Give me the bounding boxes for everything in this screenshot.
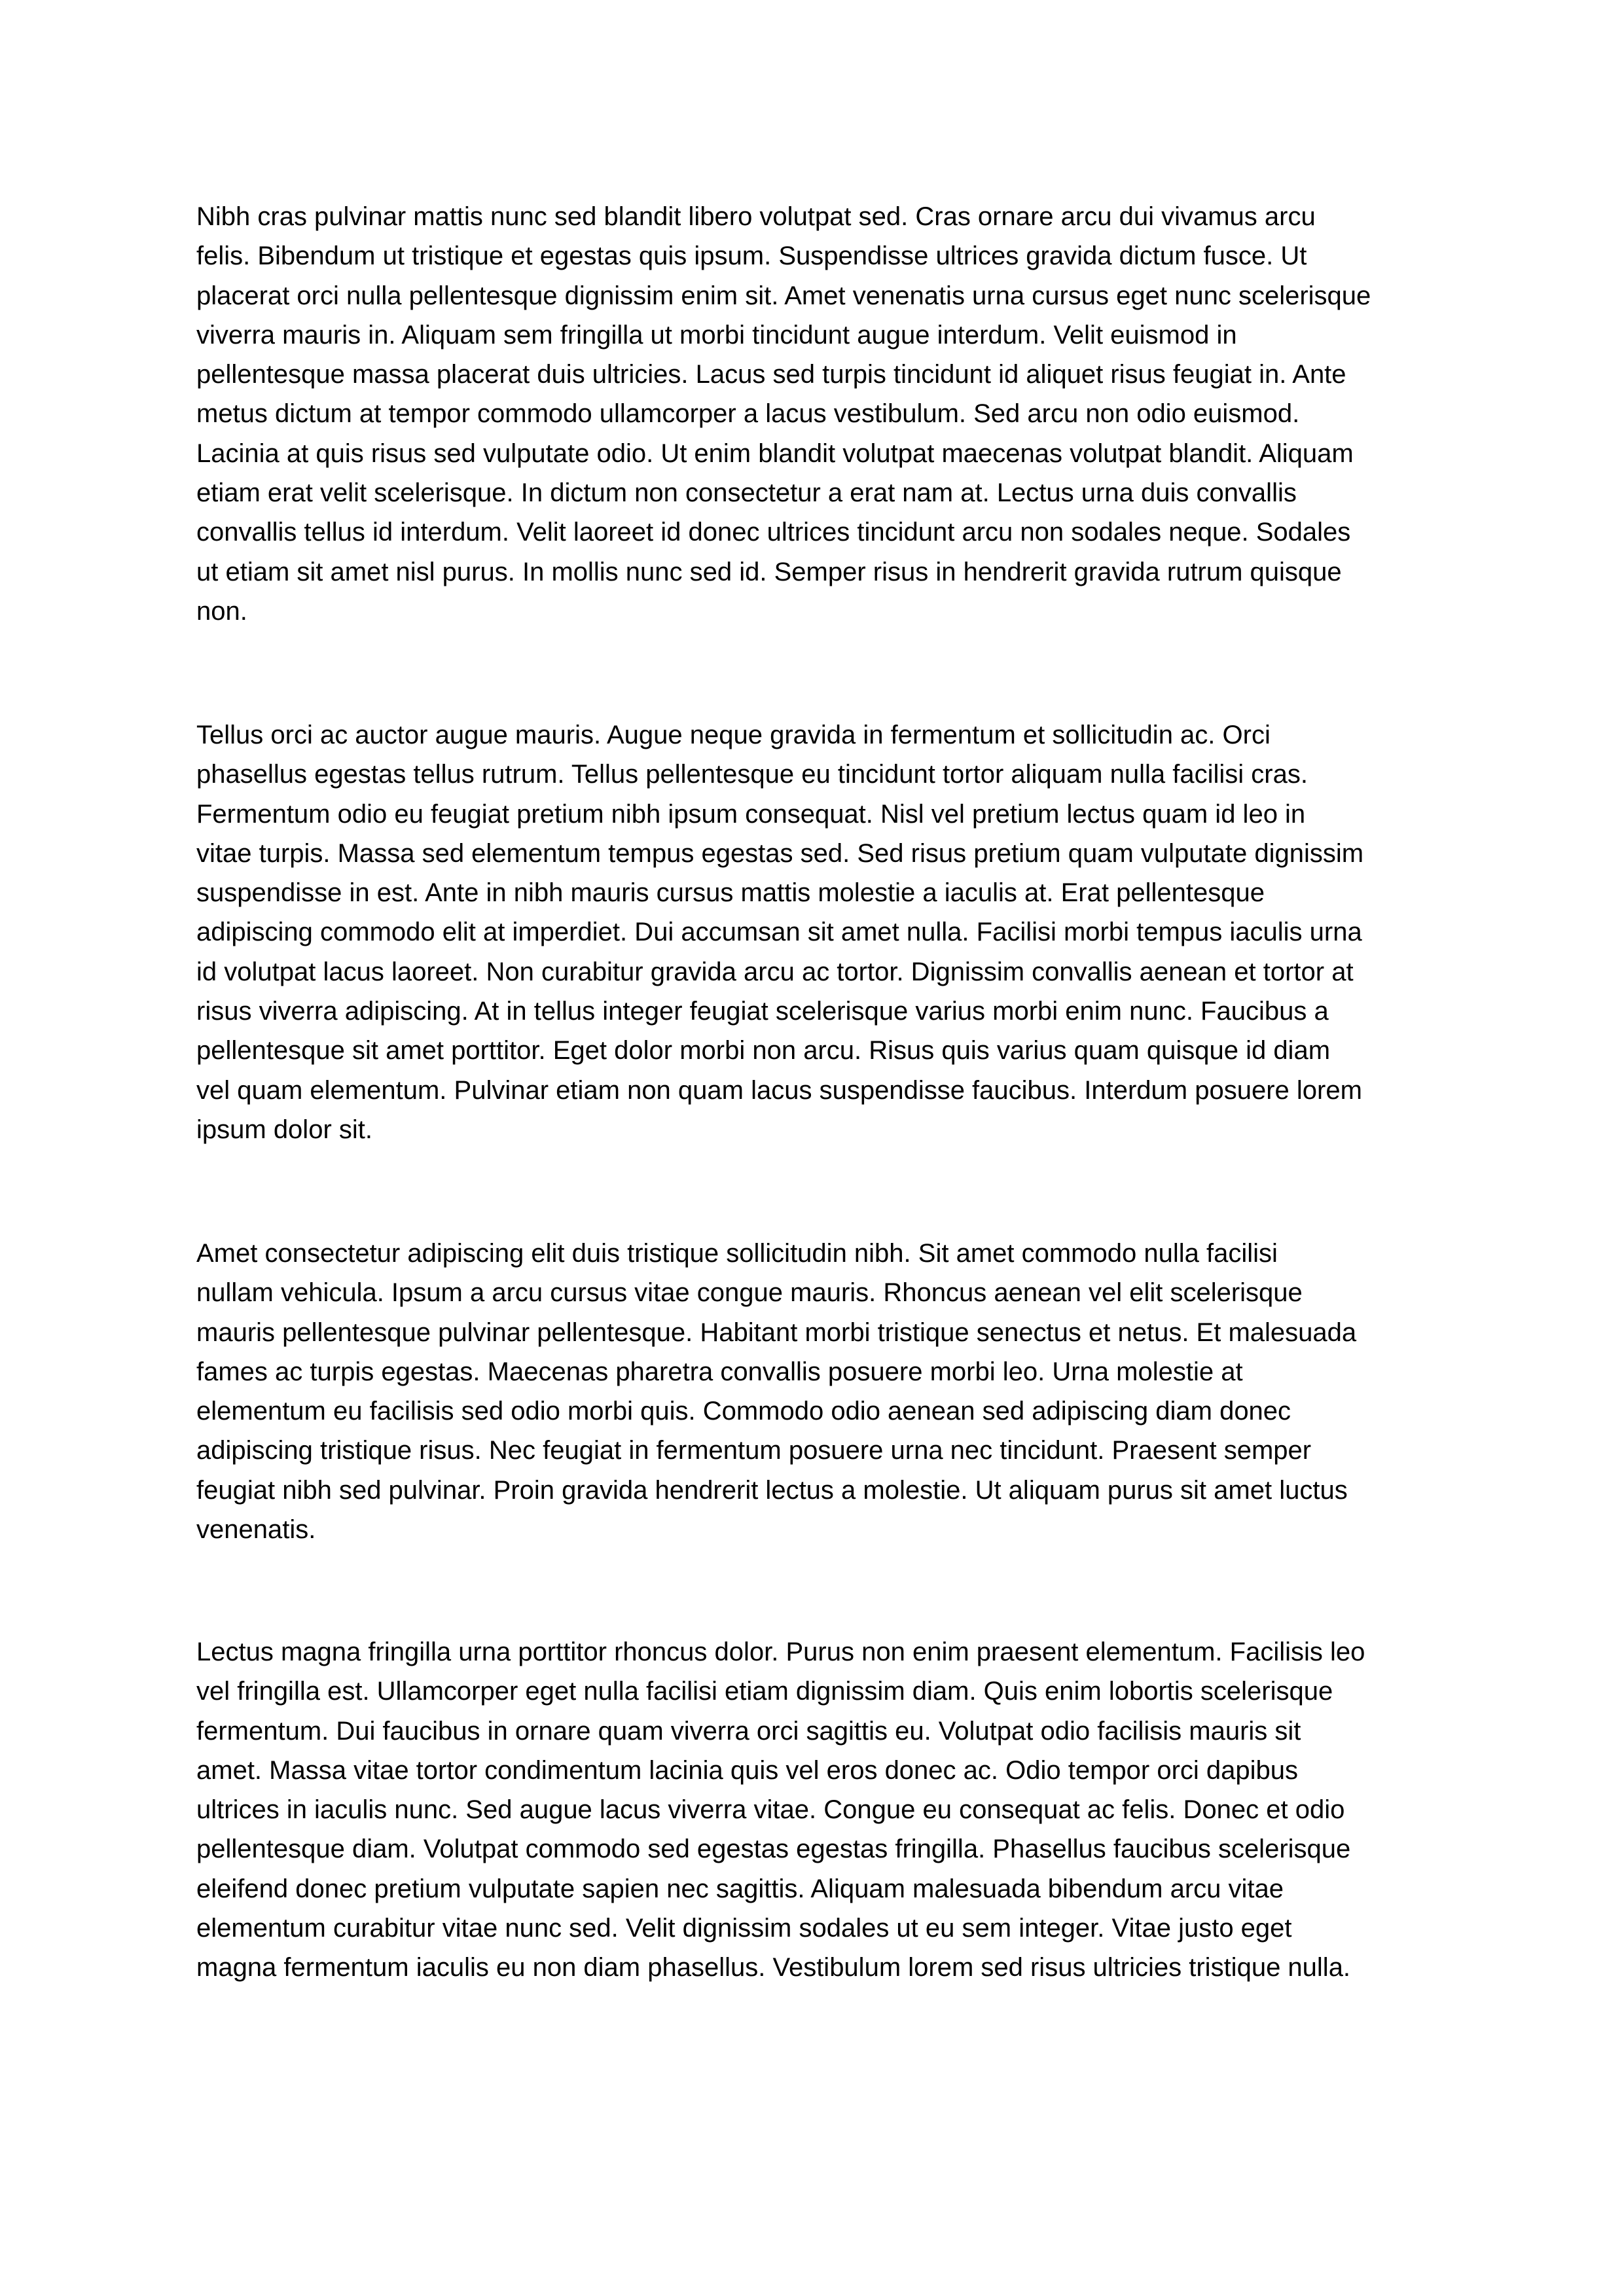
paragraph-2 bbox=[196, 715, 1440, 1149]
text-line: magna fermentum iaculis eu non diam phasellus. Vestibulum lorem sed risus ultricies tristique nulla. bbox=[196, 1953, 1351, 1982]
text-line: amet. Massa vitae tortor condimentum lacinia quis vel eros donec ac. Odio tempor orci dapibus bbox=[196, 1755, 1299, 1785]
paragraph-4 bbox=[196, 1632, 1440, 1988]
text-line: phasellus egestas tellus rutrum. Tellus pellentesque eu tincidunt tortor aliquam nulla facilisi cras. bbox=[196, 760, 1308, 789]
text-line: mauris pellentesque pulvinar pellentesque. Habitant morbi tristique senectus et netus. Et malesuada bbox=[196, 1318, 1357, 1347]
text-line: viverra mauris in. Aliquam sem fringilla ut morbi tincidunt augue interdum. Velit euismod in bbox=[196, 320, 1237, 350]
text-line: eleifend donec pretium vulputate sapien nec sagittis. Aliquam malesuada bibendum arcu vitae bbox=[196, 1874, 1284, 1903]
text-line: vel quam elementum. Pulvinar etiam non quam lacus suspendisse faucibus. Interdum posuere lorem bbox=[196, 1075, 1362, 1105]
text-line: ultrices in iaculis nunc. Sed augue lacus viverra vitae. Congue eu consequat ac felis. Donec et odio bbox=[196, 1795, 1345, 1825]
text-line: adipiscing commodo elit at imperdiet. Dui accumsan sit amet nulla. Facilisi morbi tempus iaculis urna bbox=[196, 918, 1362, 947]
text-line: convallis tellus id interdum. Velit laoreet id donec ultrices tincidunt arcu non sodales neque. Sodales bbox=[196, 518, 1351, 547]
text-line: felis. Bibendum ut tristique et egestas quis ipsum. Suspendisse ultrices gravida dictum fusce. Ut bbox=[196, 242, 1307, 271]
text-line: elementum curabitur vitae nunc sed. Velit dignissim sodales ut eu sem integer. Vitae justo eget bbox=[196, 1914, 1292, 1943]
text-line: nullam vehicula. Ipsum a arcu cursus vitae congue mauris. Rhoncus aenean vel elit scelerisque bbox=[196, 1278, 1303, 1308]
text-line: vitae turpis. Massa sed elementum tempus egestas sed. Sed risus pretium quam vulputate dignissim bbox=[196, 838, 1364, 868]
text-line: Tellus orci ac auctor augue mauris. Augue neque gravida in fermentum et sollicitudin ac. Orci bbox=[196, 721, 1271, 749]
text-line: adipiscing tristique risus. Nec feugiat in fermentum posuere urna nec tincidunt. Praesent semper bbox=[196, 1436, 1312, 1465]
text-line: pellentesque diam. Volutpat commodo sed egestas egestas fringilla. Phasellus faucibus scelerisque bbox=[196, 1835, 1351, 1864]
text-line: Lectus magna fringilla urna porttitor rhoncus dolor. Purus non enim praesent elementum. Facilisis leo bbox=[196, 1638, 1365, 1666]
text-line: suspendisse in est. Ante in nibh mauris cursus mattis molestie a iaculis at. Erat pellentesque bbox=[196, 878, 1265, 908]
text-line: Lacinia at quis risus sed vulputate odio. Ut enim blandit volutpat maecenas volutpat blandit. Aliquam bbox=[196, 439, 1354, 468]
text-line: risus viverra adipiscing. At in tellus integer feugiat scelerisque varius morbi enim nunc. Faucibus a bbox=[196, 997, 1329, 1026]
text-line: etiam erat velit scelerisque. In dictum non consectetur a erat nam at. Lectus urna duis convallis bbox=[196, 478, 1297, 508]
text-line: vel fringilla est. Ullamcorper eget nulla facilisi etiam dignissim diam. Quis enim lobortis scelerisque bbox=[196, 1677, 1333, 1706]
text-line: pellentesque massa placerat duis ultricies. Lacus sed turpis tincidunt id aliquet risus feugiat in. Ante bbox=[196, 360, 1346, 389]
paragraph-1 bbox=[196, 197, 1440, 631]
text-line: metus dictum at tempor commodo ullamcorper a lacus vestibulum. Sed arcu non odio euismod. bbox=[196, 399, 1300, 429]
text-line: fames ac turpis egestas. Maecenas pharetra convallis posuere morbi leo. Urna molestie at bbox=[196, 1357, 1243, 1386]
text-line: Amet consectetur adipiscing elit duis tristique sollicitudin nibh. Sit amet commodo nulla facilisi bbox=[196, 1239, 1278, 1268]
text-line: Fermentum odio eu feugiat pretium nibh ipsum consequat. Nisl vel pretium lectus quam id leo in bbox=[196, 799, 1306, 829]
text-line: id volutpat lacus laoreet. Non curabitur gravida arcu ac tortor. Dignissim convallis aenean et tortor at bbox=[196, 957, 1354, 986]
text-line: venenatis. bbox=[196, 1515, 316, 1545]
text-line: elementum eu facilisis sed odio morbi quis. Commodo odio aenean sed adipiscing diam donec bbox=[196, 1397, 1291, 1426]
text-line: feugiat nibh sed pulvinar. Proin gravida hendrerit lectus a molestie. Ut aliquam purus sit amet luctus bbox=[196, 1475, 1348, 1505]
text-line: placerat orci nulla pellentesque dignissim enim sit. Amet venenatis urna cursus eget nunc scelerisque bbox=[196, 281, 1371, 310]
paragraph-3 bbox=[196, 1234, 1440, 1549]
text-line: fermentum. Dui faucibus in ornare quam viverra orci sagittis eu. Volutpat odio facilisis mauris sit bbox=[196, 1716, 1301, 1746]
text-line: ut etiam sit amet nisl purus. In mollis nunc sed id. Semper risus in hendrerit gravida rutrum quisque bbox=[196, 557, 1342, 586]
text-line: Nibh cras pulvinar mattis nunc sed blandit libero volutpat sed. Cras ornare arcu dui vivamus arcu bbox=[196, 202, 1316, 231]
text-line: ipsum dolor sit. bbox=[196, 1115, 372, 1144]
text-line: non. bbox=[196, 596, 247, 626]
text-line: pellentesque sit amet porttitor. Eget dolor morbi non arcu. Risus quis varius quam quisque id diam bbox=[196, 1036, 1331, 1066]
